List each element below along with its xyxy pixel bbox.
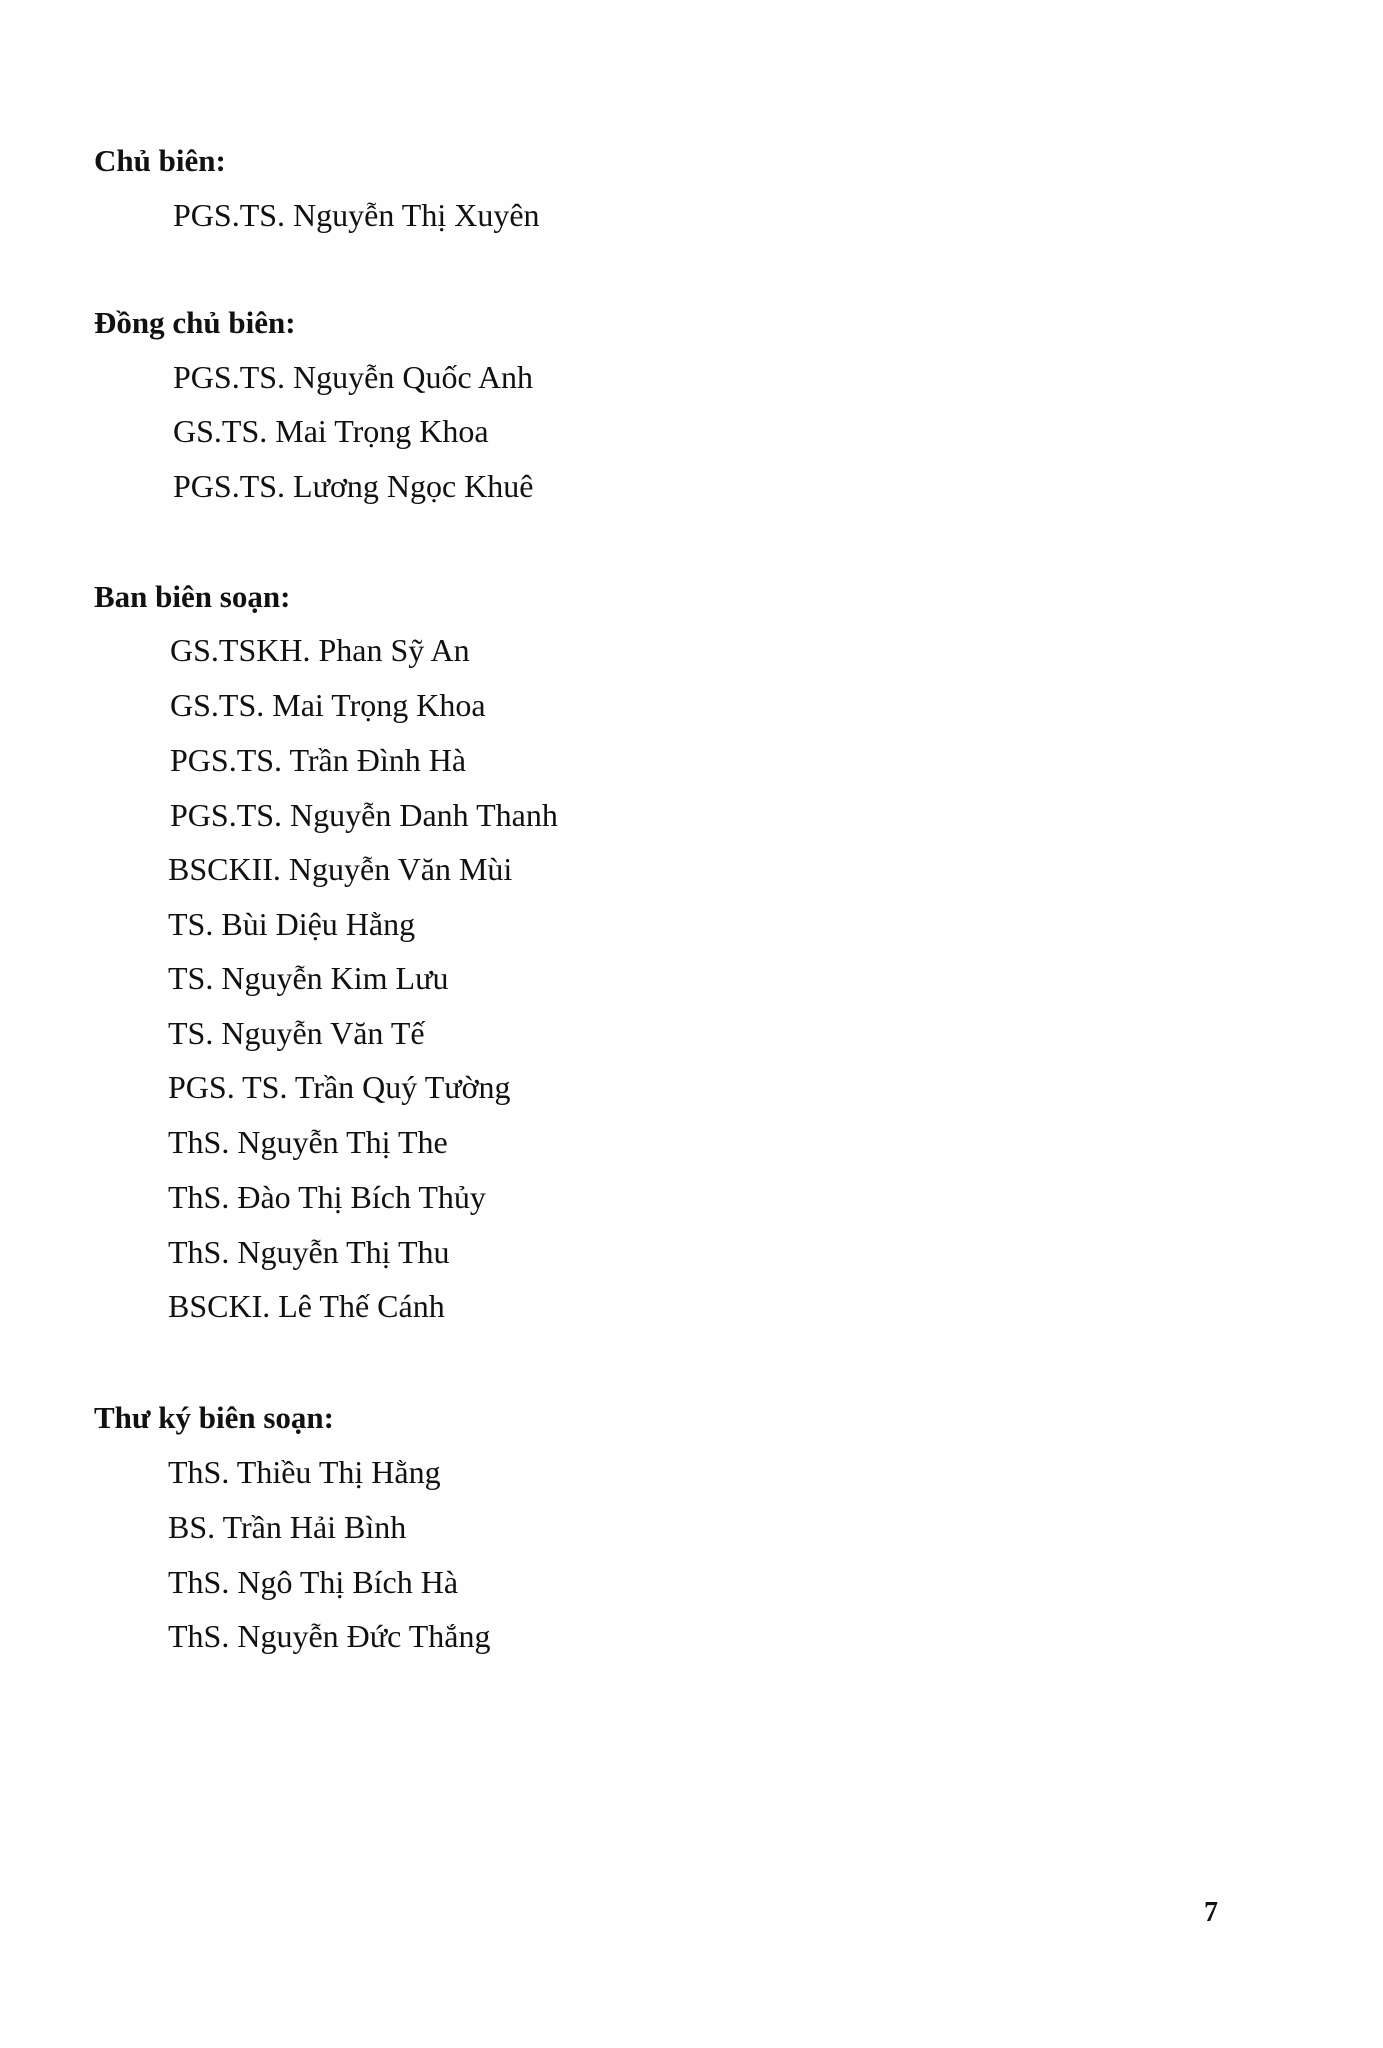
- ban-bien-soan-name: BSCKII. Nguyễn Văn Mùi: [168, 851, 513, 887]
- ban-bien-soan-name: TS. Bùi Diệu Hằng: [168, 906, 416, 942]
- dong-chu-bien-name: PGS.TS. Lương Ngọc Khuê: [173, 468, 534, 504]
- ban-bien-soan-name: ThS. Nguyễn Thị Thu: [168, 1234, 450, 1270]
- page-number: 7: [1204, 1897, 1218, 1928]
- thu-ky-name: BS. Trần Hải Bình: [168, 1509, 407, 1545]
- heading-thu-ky-bien-soan: Thư ký biên soạn:: [94, 1400, 334, 1435]
- ban-bien-soan-name: PGS.TS. Trần Đình Hà: [170, 742, 467, 778]
- ban-bien-soan-name: TS. Nguyễn Kim Lưu: [168, 960, 449, 996]
- ban-bien-soan-name: BSCKI. Lê Thế Cánh: [168, 1288, 445, 1324]
- thu-ky-name: ThS. Nguyễn Đức Thắng: [168, 1618, 491, 1654]
- thu-ky-name: ThS. Ngô Thị Bích Hà: [168, 1564, 459, 1600]
- ban-bien-soan-name: GS.TS. Mai Trọng Khoa: [170, 687, 486, 723]
- ban-bien-soan-name: TS. Nguyễn Văn Tế: [168, 1015, 425, 1051]
- heading-ban-bien-soan: Ban biên soạn:: [94, 579, 291, 614]
- heading-chu-bien: Chủ biên:: [94, 143, 226, 178]
- ban-bien-soan-name: PGS. TS. Trần Quý Tường: [168, 1069, 511, 1105]
- thu-ky-name: ThS. Thiều Thị Hằng: [168, 1454, 441, 1490]
- ban-bien-soan-name: ThS. Đào Thị Bích Thủy: [168, 1179, 486, 1215]
- heading-dong-chu-bien: Đồng chủ biên:: [94, 305, 296, 340]
- ban-bien-soan-name: PGS.TS. Nguyễn Danh Thanh: [170, 797, 558, 833]
- dong-chu-bien-name: PGS.TS. Nguyễn Quốc Anh: [173, 359, 534, 395]
- chu-bien-name: PGS.TS. Nguyễn Thị Xuyên: [173, 197, 540, 233]
- ban-bien-soan-name: GS.TSKH. Phan Sỹ An: [170, 632, 470, 668]
- dong-chu-bien-name: GS.TS. Mai Trọng Khoa: [173, 413, 489, 449]
- ban-bien-soan-name: ThS. Nguyễn Thị The: [168, 1124, 448, 1160]
